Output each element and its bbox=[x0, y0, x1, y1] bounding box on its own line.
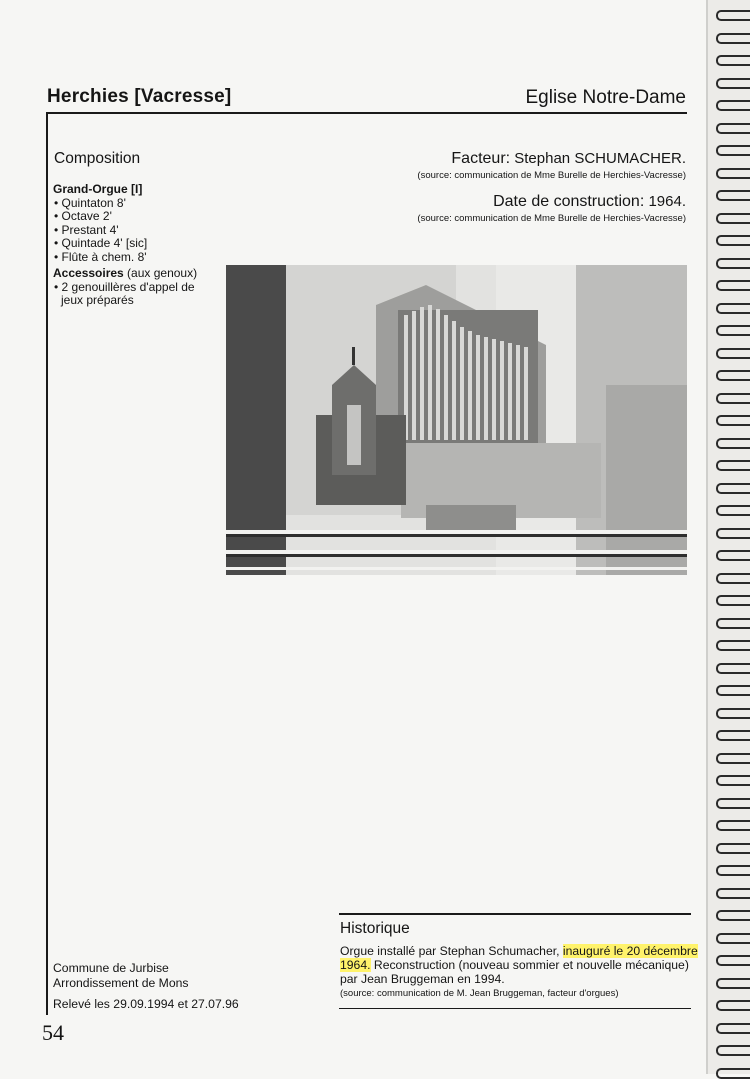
commune-block bbox=[53, 961, 188, 991]
facteur-label: Facteur: bbox=[451, 150, 511, 167]
binding-ring bbox=[716, 213, 750, 224]
binding-ring bbox=[716, 438, 750, 449]
binding-ring bbox=[716, 280, 750, 291]
stop-item: • Quintade 4' [sic] bbox=[53, 237, 203, 251]
binding-ring bbox=[716, 303, 750, 314]
binding-ring bbox=[716, 888, 750, 899]
binding-ring bbox=[716, 235, 750, 246]
highlighted-date: inauguré le 20 décembre 1964. bbox=[340, 944, 698, 972]
facteur-block bbox=[417, 150, 686, 181]
binding-ring bbox=[716, 370, 750, 381]
binding-ring bbox=[716, 10, 750, 21]
historique-text: Orgue installé par Stephan Schumacher, inauguré le 20 décembre 1964. Reconstruction (nouveau sommier et nouvelle mécanique) par Jean Bruggeman en 1994. (source: communication de M. Jean Bruggeman, facteur d'orgues) bbox=[340, 944, 700, 1001]
grand-orgue-stops bbox=[53, 197, 203, 265]
binding-ring bbox=[716, 775, 750, 786]
binding-ring bbox=[716, 753, 750, 764]
binding-ring bbox=[716, 1068, 750, 1079]
binding-ring bbox=[716, 145, 750, 156]
binding-ring bbox=[716, 550, 750, 561]
binding-ring bbox=[716, 1023, 750, 1034]
binding-ring bbox=[716, 190, 750, 201]
accessoires-list bbox=[53, 281, 203, 308]
church-title: Eglise Notre-Dame bbox=[525, 87, 686, 108]
binding-ring bbox=[716, 325, 750, 336]
binding-ring bbox=[716, 663, 750, 674]
stop-item: • Quintaton 8' bbox=[53, 197, 203, 211]
stop-item: • Prestant 4' bbox=[53, 224, 203, 238]
binding-ring bbox=[716, 978, 750, 989]
binding-ring bbox=[716, 933, 750, 944]
binding-ring bbox=[716, 505, 750, 516]
organ-photo-illustration bbox=[226, 265, 687, 575]
binding-ring bbox=[716, 865, 750, 876]
binding-ring bbox=[716, 123, 750, 134]
facteur-source: (source: communication de Mme Burelle de Herchies-Vacresse) bbox=[417, 170, 686, 181]
binding-ring bbox=[716, 820, 750, 831]
composition-block bbox=[53, 183, 203, 308]
page-number: 54 bbox=[42, 1020, 64, 1045]
stop-item: • Flûte à chem. 8' bbox=[53, 251, 203, 265]
binding-ring bbox=[716, 55, 750, 66]
historique-bottom-rule bbox=[339, 1008, 691, 1009]
accessoire-item: • 2 genouillères d'appel de jeux préparés bbox=[53, 281, 203, 308]
date-value: 1964. bbox=[644, 193, 686, 210]
binding-ring bbox=[716, 730, 750, 741]
binding-ring bbox=[716, 415, 750, 426]
date-block bbox=[417, 193, 686, 224]
releve-dates: Relevé les 29.09.1994 et 27.07.96 bbox=[53, 997, 239, 1011]
binding-ring bbox=[716, 258, 750, 269]
binding-ring bbox=[716, 483, 750, 494]
binding-ring bbox=[716, 528, 750, 539]
binding-ring bbox=[716, 78, 750, 89]
binding-ring bbox=[716, 460, 750, 471]
binding-ring bbox=[716, 1045, 750, 1056]
historique-source: (source: communication de M. Jean Bruggeman, facteur d'orgues) bbox=[340, 988, 619, 999]
date-label: Date de construction: bbox=[493, 193, 645, 210]
historique-title: Historique bbox=[340, 920, 410, 937]
organ-photo bbox=[226, 265, 687, 575]
commune-name: Commune de Jurbise bbox=[53, 961, 169, 975]
binding-ring bbox=[716, 393, 750, 404]
binding-ring bbox=[716, 955, 750, 966]
binding-ring bbox=[716, 348, 750, 359]
binding-ring bbox=[716, 33, 750, 44]
binding-ring bbox=[716, 910, 750, 921]
date-source: (source: communication de Mme Burelle de Herchies-Vacresse) bbox=[417, 213, 686, 224]
binding-ring bbox=[716, 573, 750, 584]
binding-ring bbox=[716, 843, 750, 854]
binding-ring bbox=[716, 618, 750, 629]
binding-ring bbox=[716, 798, 750, 809]
binding-ring bbox=[716, 685, 750, 696]
location-title: Herchies [Vacresse] bbox=[47, 86, 232, 107]
composition-title: Composition bbox=[54, 150, 141, 167]
binding-ring bbox=[716, 1000, 750, 1011]
binding-ring bbox=[716, 168, 750, 179]
arrondissement-name: Arrondissement de Mons bbox=[53, 976, 189, 990]
left-rule bbox=[46, 112, 48, 1015]
accessoires-heading: Accessoires (aux genoux) bbox=[53, 266, 198, 280]
binding-ring bbox=[716, 595, 750, 606]
spiral-binding bbox=[706, 0, 750, 1074]
stop-item: • Octave 2' bbox=[53, 210, 203, 224]
header-rule bbox=[46, 112, 687, 114]
historique-rule bbox=[339, 913, 691, 915]
facteur-value: Stephan SCHUMACHER. bbox=[510, 150, 686, 167]
binding-ring bbox=[716, 708, 750, 719]
grand-orgue-heading: Grand-Orgue [I] bbox=[53, 182, 143, 196]
binding-ring bbox=[716, 640, 750, 651]
binding-ring bbox=[716, 100, 750, 111]
